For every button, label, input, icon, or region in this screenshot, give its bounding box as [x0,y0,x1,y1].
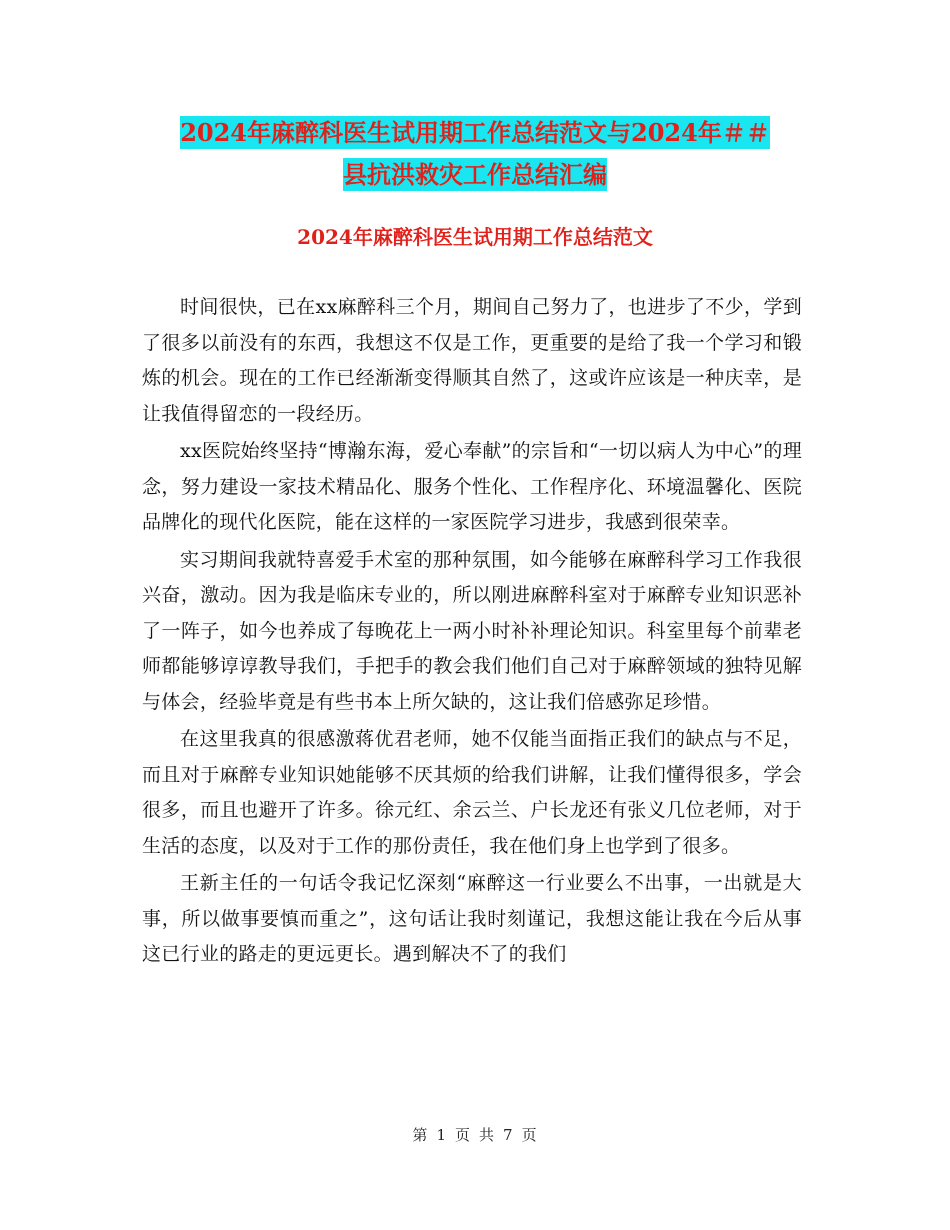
page-footer [0,1124,950,1145]
paragraph-1: 时间很快，已在xx麻醉科三个月，期间自己努力了，也进步了不少，学到了很多以前没有的东西，我想这不仅是工作，更重要的是给了我一个学习和锻炼的机会。现在的工作已经渐渐变得顺其自然了，这或许应该是一种庆幸，是让我值得留恋的一段经历。 [142,296,802,425]
footer-total-pages: 7 [503,1126,514,1144]
footer-page-number: 1 [436,1126,447,1144]
footer-page-unit: 页 [454,1126,471,1144]
footer-total-unit: 页 [521,1126,538,1144]
paragraph-4: 在这里我真的很感激蒋优君老师，她不仅能当面指正我们的缺点与不足，而且对于麻醉专业知识她能够不厌其烦的给我们讲解，让我们懂得很多，学会很多，而且也避开了许多。徐元红、余云兰、户长龙还有张义几位老师，对于生活的态度，以及对于工作的那份责任，我在他们身上也学到了很多。 [142,728,802,857]
footer-total-label: 共 [479,1126,496,1144]
paragraph-2: xx医院始终坚持“博瀚东海，爱心奉献”的宗旨和“一切以病人为中心”的理念，努力建设一家技术精品化、服务个性化、工作程序化、环境温馨化、医院品牌化的现代化医院，能在这样的一家医院学习进步，我感到很荣幸。 [142,440,802,533]
title-line-1: 2024年麻醉科医生试用期工作总结范文与2024年＃＃ [180,118,770,147]
footer-page-label: 第 [412,1126,429,1144]
section-title: 2024年麻醉科医生试用期工作总结范文 [297,225,653,249]
document-title [140,112,810,196]
paragraph-3: 实习期间我就特喜爱手术室的那种氛围，如今能够在麻醉科学习工作我很兴奋，激动。因为我是临床专业的，所以刚进麻醉科室对于麻醉专业知识恶补了一阵子，如今也养成了每晚花上一两小时补补理论知识。科室里每个前辈老师都能够谆谆教导我们，手把手的教会我们他们自己对于麻醉领域的独特见解与体会，经验毕竟是有些书本上所欠缺的，这让我们倍感弥足珍惜。 [142,548,802,713]
title-line-2: 县抗洪救灾工作总结汇编 [343,160,607,189]
body-text [142,290,802,975]
paragraph-5: 王新主任的一句话令我记忆深刻“麻醉这一行业要么不出事，一出就是大事，所以做事要慎而重之”，这句话让我时刻谨记，我想这能让我在今后从事这已行业的路走的更远更长。遇到解决不了的我们 [142,872,802,965]
